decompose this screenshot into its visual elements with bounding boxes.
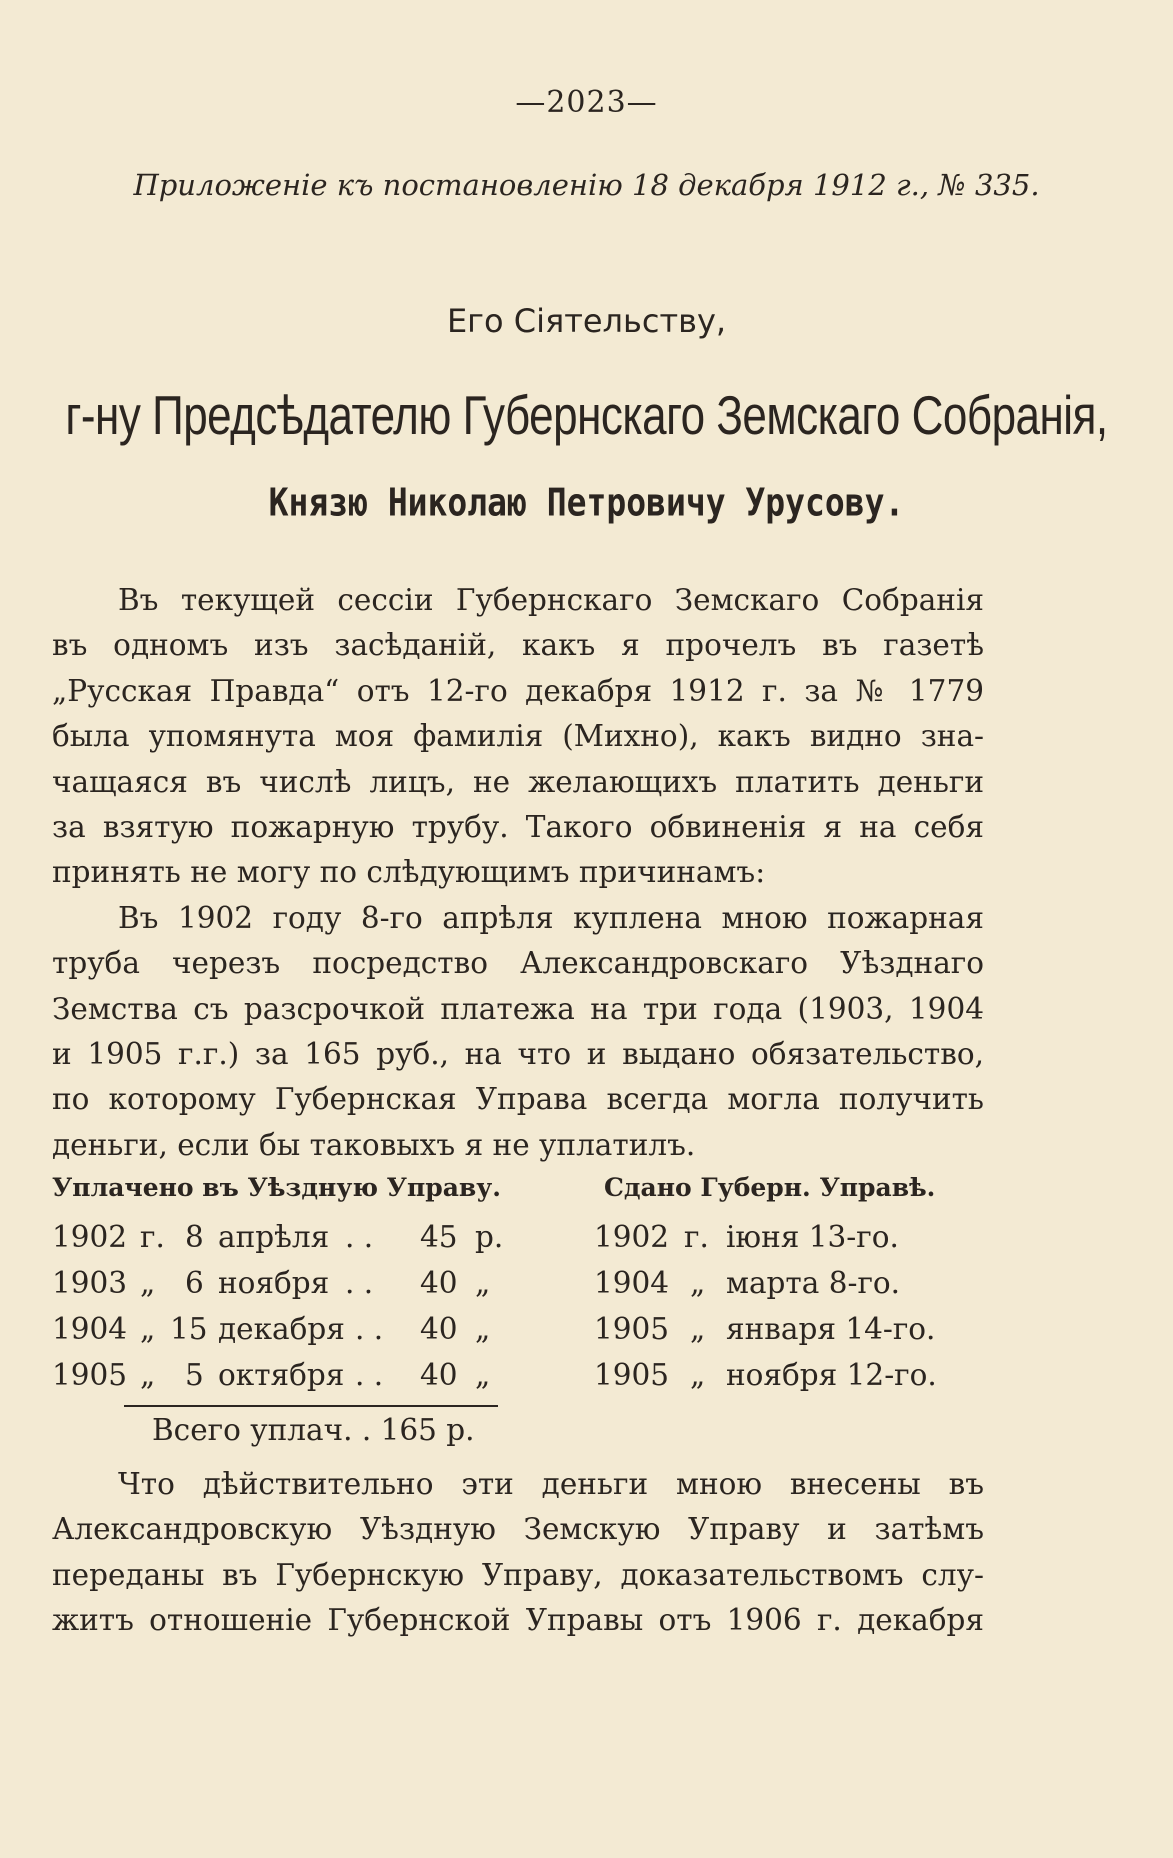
payment-year: 1904 [52, 1312, 128, 1346]
transfer-date: iюня 13-го. [726, 1220, 899, 1254]
text-line: была упомянута моя фамилiя (Михно), какъ видно зна- [52, 719, 984, 754]
payment-amount: 40 [420, 1358, 458, 1392]
payment-month: ноября [218, 1266, 330, 1300]
text-line: житъ отношенiе Губернской Управы отъ 1906 г. декабря [52, 1603, 984, 1638]
leader-dots: . . [345, 1220, 374, 1254]
transfer-year: 1904 [594, 1266, 670, 1300]
payment-unit: „ [475, 1312, 491, 1346]
text-line: Земства съ разсрочкой платежа на три года (1903, 1904 [52, 991, 984, 1026]
text-line: принять не могу по слѣдующимъ причинамъ: [52, 855, 766, 890]
year-marker: г. [140, 1220, 165, 1254]
text-line: „Русская Правда“ отъ 12-го декабря 1912 г. за № 1779 [52, 673, 984, 708]
salutation: Его Сiятельству, [446, 302, 727, 340]
payment-day: 8 [185, 1220, 204, 1254]
transfer-marker: „ [690, 1358, 706, 1392]
year-marker: „ [140, 1266, 156, 1300]
payment-month: декабря [218, 1312, 345, 1346]
addressee-name: Князю Николаю Петровичу Урусову. [268, 480, 905, 525]
payment-amount: 45 [420, 1220, 458, 1254]
payment-amount: 40 [420, 1266, 458, 1300]
transfer-date: марта 8-го. [726, 1266, 901, 1300]
leader-dots: . . [355, 1358, 384, 1392]
payment-year: 1902 [52, 1220, 128, 1254]
table-header-right: Сдано Губерн. Управѣ. [604, 1173, 936, 1202]
page-number: —2023— [515, 85, 658, 120]
year-marker: „ [140, 1312, 156, 1346]
transfer-year: 1905 [594, 1312, 670, 1346]
payment-unit: „ [475, 1266, 491, 1300]
paragraph-1 [52, 578, 984, 1168]
addressee-line: г-ну Предсѣдателю Губернскаго Земскаго Собранiя, [65, 385, 1108, 447]
payment-day: 15 [170, 1312, 208, 1346]
payment-day: 6 [185, 1266, 204, 1300]
total-line: Всего уплач. . 165 р. [152, 1413, 475, 1447]
payment-unit: „ [475, 1358, 491, 1392]
transfer-marker: „ [690, 1266, 706, 1300]
text-line: и 1905 г.г.) за 165 руб., на что и выдано обязательство, [52, 1037, 984, 1072]
payment-amount: 40 [420, 1312, 458, 1346]
payment-month: апрѣля [218, 1220, 330, 1254]
transfer-year: 1905 [594, 1358, 670, 1392]
text-line: чащаяся въ числѣ лицъ, не желающихъ платить деньги [52, 764, 984, 799]
transfer-marker: „ [690, 1312, 706, 1346]
year-marker: „ [140, 1358, 156, 1392]
payment-year: 1905 [52, 1358, 128, 1392]
transfer-marker: г. [684, 1220, 709, 1254]
payment-month: октября [218, 1358, 345, 1392]
appendix-note: Приложенiе къ постановленiю 18 декабря 1912 г., № 335. [133, 168, 1040, 202]
text-line: за взятую пожарную трубу. Такого обвиненiя я на себя [52, 810, 984, 845]
payment-unit: р. [475, 1220, 504, 1254]
text-line: Что дѣйствительно эти деньги мною внесены въ [118, 1467, 984, 1501]
leader-dots: . . [345, 1266, 374, 1300]
transfer-date: января 14-го. [726, 1312, 936, 1346]
payment-year: 1903 [52, 1266, 128, 1300]
text-line: Въ текущей сессiи Губернскаго Земскаго Собранiя [118, 583, 984, 617]
paragraph-3 [52, 1462, 984, 1644]
transfer-year: 1902 [594, 1220, 670, 1254]
transfer-date: ноября 12-го. [726, 1358, 937, 1392]
total-divider [124, 1405, 498, 1407]
text-line: труба черезъ посредство Александровскаго Уѣзднаго [52, 946, 984, 981]
leader-dots: . . [355, 1312, 384, 1346]
text-line: по которому Губернская Управа всегда могла получить [52, 1082, 984, 1117]
text-line: въ одномъ изъ засѣданiй, какъ я прочелъ въ газетѣ [52, 628, 984, 663]
text-line: Александровскую Уѣздную Земскую Управу и затѣмъ [52, 1512, 984, 1547]
text-line: Въ 1902 году 8-го апрѣля куплена мною пожарная [118, 900, 984, 935]
text-line: переданы въ Губернскую Управу, доказательствомъ слу- [52, 1557, 984, 1592]
payment-day: 5 [185, 1358, 204, 1392]
text-line: деньги, если бы таковыхъ я не уплатилъ. [52, 1127, 696, 1162]
table-header-left: Уплачено въ Уѣздную Управу. [52, 1173, 502, 1202]
